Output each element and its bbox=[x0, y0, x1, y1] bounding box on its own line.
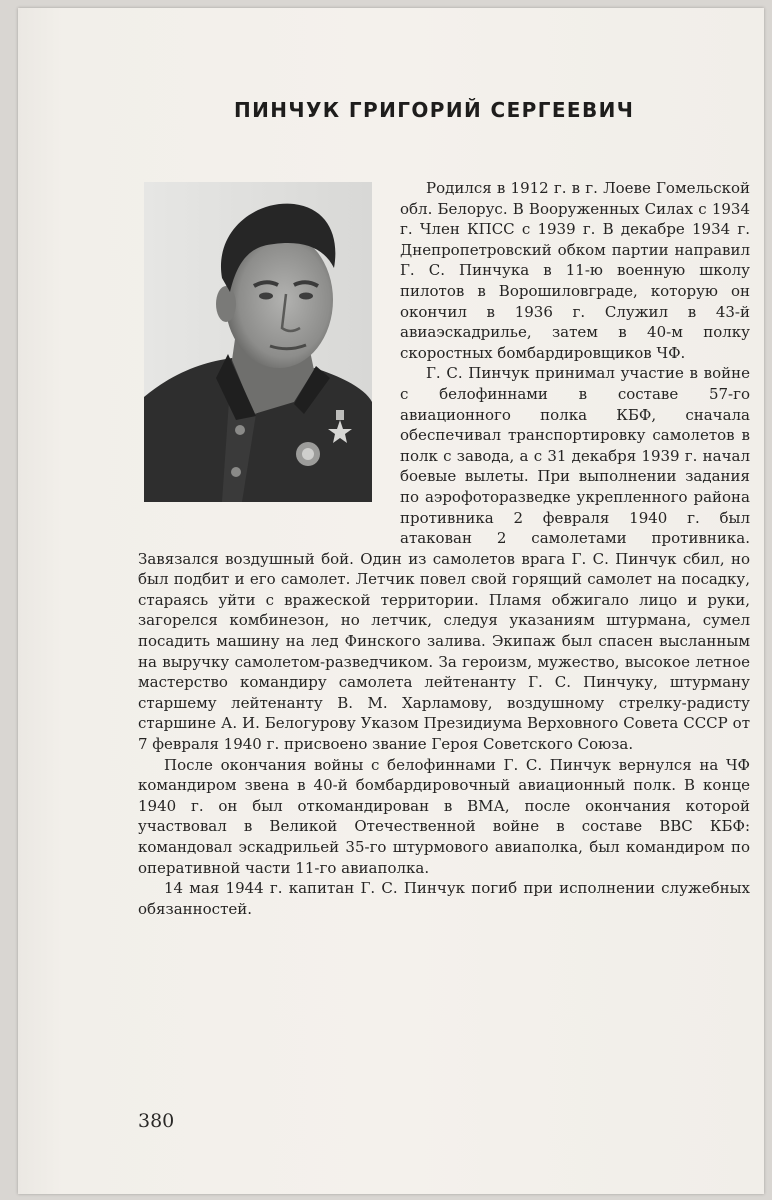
page-number: 380 bbox=[138, 1110, 175, 1132]
photo-wrap-spacer bbox=[138, 178, 388, 529]
paragraph-4: 14 мая 1944 г. капитан Г. С. Пинчук погиб при исполнении служебных обязанностей. bbox=[138, 879, 750, 918]
page-title: ПИНЧУК ГРИГОРИЙ СЕРГЕЕВИЧ bbox=[234, 98, 635, 122]
paragraph-3: После окончания войны с белофиннами Г. С. Пинчук вернулся на ЧФ командиром звена в 40-й бомбардировочный авиационный полк. В конце 1940 г. он был откомандирован в ВМА, после окончания которой участвовал в Великой Отечественной войне в составе ВВС КБФ: командовал эскадрильей 35-го штурмового авиаполка, был командиром по оперативной части 11-го авиаполка. bbox=[138, 755, 750, 877]
paragraph-2: Г. С. Пинчук принимал участие в войне с белофиннами в составе 57-го авиационного полка КБФ, сначала обеспечивал транспортировку самолетов в полк с завода, а с 31 декабря 1939 г. начал боевые вылеты. При выполнении задания по аэрофоторазведке укрепленного района противника 2 февраля 1940 г. был атакован 2 самолетами противника. Завязался воздушный бой. Один из самолетов врага Г. С. Пинчук сбил, но был подбит и его самолет. Летчик повел свой горящий самолет на посадку, стараясь уйти с вражеской территории. Пламя обжигало лицо и руки, загорелся комбинезон, но летчик, следуя указаниям штурмана, сумел посадить машину на лед Финского залива. Экипаж был спасен высланным на выручку самолетом-разведчиком. За героизм, мужество, высокое летное мастерство командиру самолета лейтенанту Г. С. Пинчуку, штурману старшему лейтенанту В. М. Харламову, воздушному стрелку-радисту старшине А. И. Белогурову Указом Президиума Верховного Совета СССР от 7 февраля 1940 г. присвоено звание Героя Советского Союза. bbox=[138, 364, 750, 754]
book-page bbox=[18, 8, 764, 1194]
biography-text bbox=[138, 178, 750, 919]
paragraph-1: Родился в 1912 г. в г. Лоеве Гомельской обл. Белорус. В Вооруженных Силах с 1934 г. Член КПСС с 1939 г. В декабре 1934 г. Днепропетровский обком партии направил Г. С. Пинчука в 11-ю военную школу пилотов в Ворошиловграде, которую он окончил в 1936 г. Служил в 43-й авиаэскадрилье, затем в 40-м полку скоростных бомбардировщиков ЧФ. bbox=[400, 179, 750, 362]
